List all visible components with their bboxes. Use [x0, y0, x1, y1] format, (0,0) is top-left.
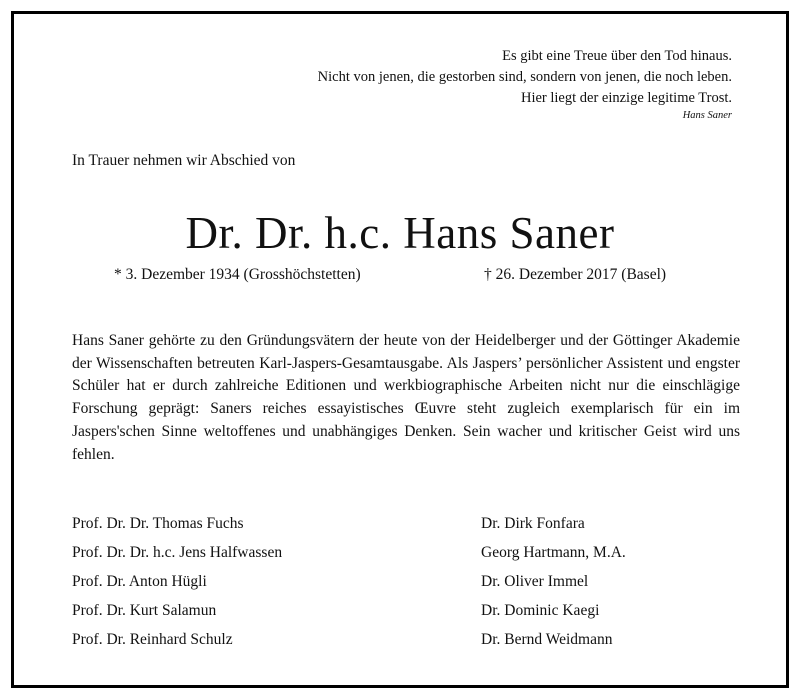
signers-right-column — [481, 509, 626, 654]
signer-name: Prof. Dr. Dr. h.c. Jens Halfwassen — [72, 544, 283, 561]
signer-name: Prof. Dr. Reinhard Schulz — [72, 631, 233, 648]
signer-name: Prof. Dr. Kurt Salamun — [72, 602, 217, 619]
intro-text: In Trauer nehmen wir Abschied von — [72, 152, 296, 169]
quote-line: Es gibt eine Treue über den Tod hinaus. — [502, 48, 732, 64]
obituary-notice — [11, 11, 789, 688]
signer-name: Prof. Dr. Dr. Thomas Fuchs — [72, 515, 244, 532]
tribute-paragraph: Hans Saner gehörte zu den Gründungsvätern der heute von der Heidelberger und der Göttinger Akademie der Wissenschaften betreuten Karl-Jaspers-Gesamtausgabe. Als Jaspers’ persönlicher Assistent und engster Schüler hat er durch zahlreiche Editionen und werkbiographische Arbeiten nicht nur die einschlägige Forschung geprägt: Saners reiches essayistisches Œuvre steht zugleich exemplarisch für ein im Jaspers'schen Sinne weltoffenes und unabhängiges Denken. Sein wacher und kritischer Geist wird uns fehlen. — [72, 332, 740, 463]
signer-name: Prof. Dr. Anton Hügli — [72, 573, 207, 590]
birth-date: * 3. Dezember 1934 (Grosshöchstetten) — [114, 266, 361, 283]
quote-block — [318, 46, 732, 123]
signer-name: Dr. Bernd Weidmann — [481, 631, 613, 648]
quote-line: Hier liegt der einzige legitime Trost. — [520, 90, 732, 106]
signers-left-column — [72, 509, 282, 654]
signer-name: Dr. Oliver Immel — [481, 573, 589, 590]
signer-name: Dr. Dominic Kaegi — [481, 602, 600, 619]
deceased-name: Dr. Dr. h.c. Hans Saner — [185, 208, 615, 258]
death-date: † 26. Dezember 2017 (Basel) — [484, 266, 667, 283]
signer-name: Dr. Dirk Fonfara — [481, 515, 585, 532]
quote-line: Nicht von jenen, die gestorben sind, sondern von jenen, die noch leben. — [317, 69, 732, 85]
quote-author: Hans Saner — [682, 110, 732, 121]
signer-name: Georg Hartmann, M.A. — [481, 544, 626, 561]
